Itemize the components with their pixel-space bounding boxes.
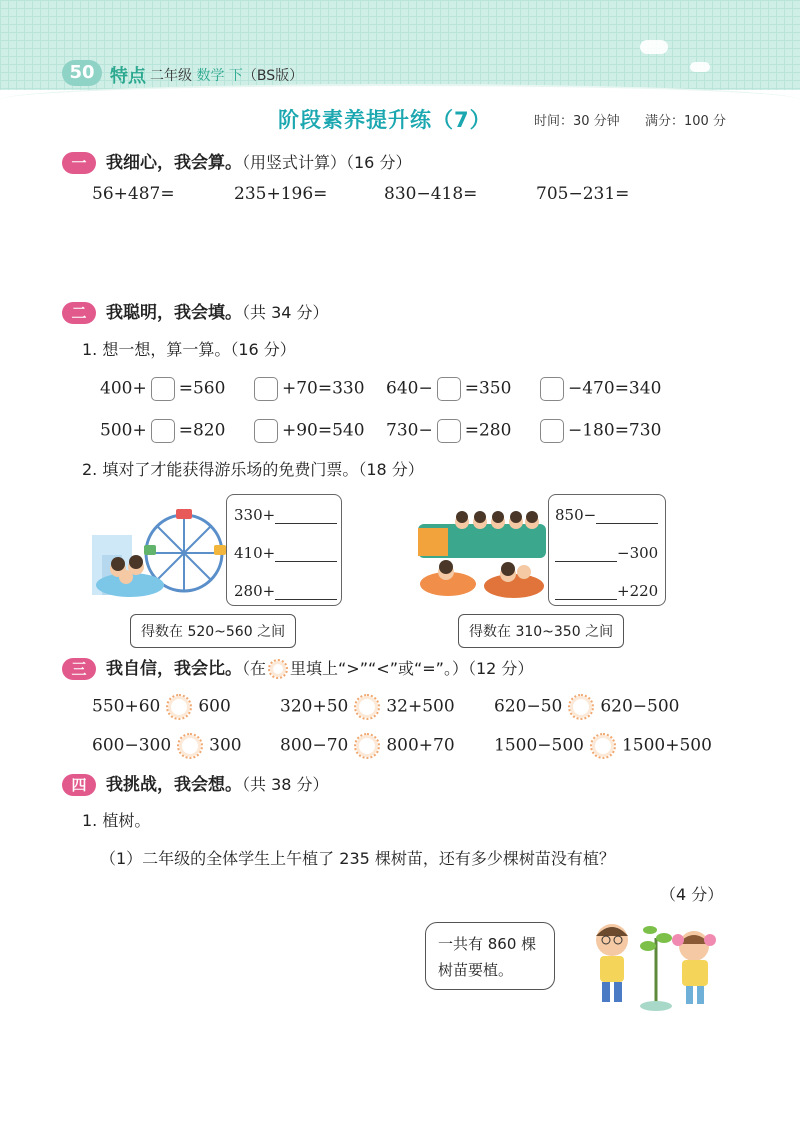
compare-circle[interactable] xyxy=(177,733,203,759)
compare-circle[interactable] xyxy=(166,694,192,720)
question-text: （1）二年级的全体学生上午植了 235 棵树苗，还有多少棵树苗没有植？ xyxy=(100,849,615,868)
answer-box[interactable] xyxy=(254,377,278,401)
range-tag-left: 得数在 520~560 之间 xyxy=(130,614,296,648)
compare-item: 550+60 600 xyxy=(92,694,231,720)
full-score: 满分：100 分 xyxy=(645,114,726,129)
compare-item: 600−300 300 xyxy=(92,733,242,759)
section-badge: 三 xyxy=(62,658,96,680)
brand-logo: 特点 xyxy=(110,66,146,87)
answer-box[interactable] xyxy=(437,377,461,401)
fill-equation: +70=330 xyxy=(250,377,365,401)
time-limit: 时间：30 分钟 xyxy=(534,114,620,129)
compare-circle[interactable] xyxy=(590,733,616,759)
bubble-text: 树苗要植。 xyxy=(438,961,514,979)
calc-problem: 830−418= xyxy=(384,184,478,204)
compare-circle-icon xyxy=(268,659,288,679)
section-3-heading: 三 我自信，我会比。（在 里填上“>”“<”或“=”。）（12 分） xyxy=(62,654,533,680)
range-tag-right: 得数在 310~350 之间 xyxy=(458,614,624,648)
calc-problem: 56+487= xyxy=(92,184,175,204)
section-1-heading: 一 我细心，我会算。（用竖式计算）（16 分） xyxy=(62,148,411,174)
compare-circle[interactable] xyxy=(354,733,380,759)
answer-blank[interactable] xyxy=(275,599,337,600)
section-2-heading: 二 我聪明，我会填。（共 34 分） xyxy=(62,298,329,324)
train-ride-illustration xyxy=(418,510,546,602)
question-points: （4 分） xyxy=(660,885,724,904)
panel-row: 410+ xyxy=(234,544,337,562)
compare-circle[interactable] xyxy=(568,694,594,720)
fill-equation: +90=540 xyxy=(250,419,365,443)
answer-blank[interactable] xyxy=(555,561,617,562)
panel-row: 850− xyxy=(555,506,658,524)
compare-item: 320+50 32+500 xyxy=(280,694,455,720)
question-title: 1. 想一想，算一算。（16 分） xyxy=(82,340,296,359)
question-title: 2. 填对了才能获得游乐场的免费门票。（18 分） xyxy=(82,460,424,479)
section-badge: 四 xyxy=(62,774,96,796)
fill-equation: 400+ =560 xyxy=(100,377,225,401)
answer-box[interactable] xyxy=(151,419,175,443)
bubble-text: 一共有 860 棵 xyxy=(438,935,537,953)
answer-blank[interactable] xyxy=(275,523,337,524)
compare-item: 620−50 620−500 xyxy=(494,694,679,720)
fill-equation: −180=730 xyxy=(536,419,661,443)
fill-equation: 730− =280 xyxy=(386,419,511,443)
page-number: 50 xyxy=(62,60,102,86)
section-4-heading: 四 我挑战，我会想。（共 38 分） xyxy=(62,770,329,796)
answer-box[interactable] xyxy=(437,419,461,443)
section-badge: 二 xyxy=(62,302,96,324)
fill-equation: −470=340 xyxy=(536,377,661,401)
page-title: 阶段素养提升练（7） xyxy=(278,108,492,132)
panel-row: 330+ xyxy=(234,506,337,524)
fill-equation: 640− =350 xyxy=(386,377,511,401)
compare-circle[interactable] xyxy=(354,694,380,720)
speech-bubble xyxy=(425,922,555,990)
panel-row: 280+ xyxy=(234,582,337,600)
calc-problem: 705−231= xyxy=(536,184,630,204)
cloud-icon xyxy=(640,40,668,54)
answer-blank[interactable] xyxy=(555,599,617,600)
calc-problem: 235+196= xyxy=(234,184,328,204)
answer-box[interactable] xyxy=(540,419,564,443)
answer-blank[interactable] xyxy=(275,561,337,562)
kids-planting-illustration xyxy=(586,918,726,1014)
book-info: 二年级 数学 下（BS版） xyxy=(150,68,304,84)
question-title: 1. 植树。 xyxy=(82,811,151,830)
answer-box[interactable] xyxy=(151,377,175,401)
panel-row: −300 xyxy=(555,544,658,562)
fill-equation: 500+ =820 xyxy=(100,419,225,443)
section-badge: 一 xyxy=(62,152,96,174)
panel-row: +220 xyxy=(555,582,658,600)
answer-blank[interactable] xyxy=(596,523,658,524)
ferris-wheel-illustration xyxy=(92,505,226,605)
cloud-icon xyxy=(690,62,710,72)
answer-box[interactable] xyxy=(254,419,278,443)
compare-item: 800−70 800+70 xyxy=(280,733,455,759)
answer-box[interactable] xyxy=(540,377,564,401)
compare-item: 1500−500 1500+500 xyxy=(494,733,712,759)
